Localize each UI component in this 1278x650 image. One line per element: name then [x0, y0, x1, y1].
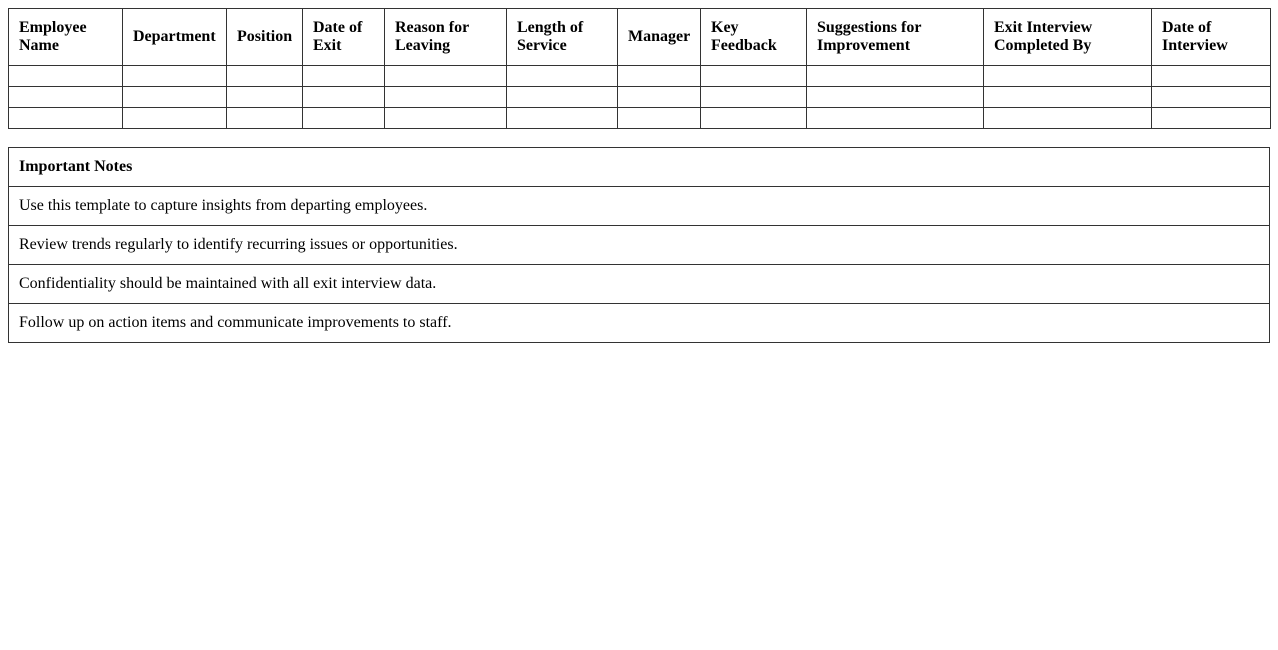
table-cell[interactable]	[618, 108, 701, 129]
table-cell[interactable]	[303, 87, 385, 108]
header-employee-name: Employee Name	[9, 9, 123, 66]
table-cell[interactable]	[701, 108, 807, 129]
header-position: Position	[227, 9, 303, 66]
table-cell[interactable]	[507, 66, 618, 87]
header-suggestions: Suggestions for Improvement	[807, 9, 984, 66]
header-completed-by: Exit Interview Completed By	[984, 9, 1152, 66]
table-cell[interactable]	[227, 87, 303, 108]
table-cell[interactable]	[227, 66, 303, 87]
table-cell[interactable]	[123, 87, 227, 108]
header-date-of-interview: Date of Interview	[1152, 9, 1271, 66]
header-reason-for-leaving: Reason for Leaving	[385, 9, 507, 66]
header-key-feedback: Key Feedback	[701, 9, 807, 66]
exit-interview-table	[8, 8, 1271, 129]
notes-title: Important Notes	[9, 148, 1270, 187]
table-cell[interactable]	[984, 87, 1152, 108]
table-cell[interactable]	[984, 108, 1152, 129]
table-cell[interactable]	[123, 108, 227, 129]
table-cell[interactable]	[303, 66, 385, 87]
table-cell[interactable]	[807, 66, 984, 87]
table-cell[interactable]	[507, 87, 618, 108]
note-row	[9, 265, 1270, 304]
table-cell[interactable]	[9, 87, 123, 108]
table-cell[interactable]	[303, 108, 385, 129]
header-department: Department	[123, 9, 227, 66]
table-row	[9, 87, 1271, 108]
table-row	[9, 66, 1271, 87]
table-cell[interactable]	[1152, 108, 1271, 129]
note-text: Confidentiality should be maintained with all exit interview data.	[9, 265, 1270, 304]
table-cell[interactable]	[1152, 66, 1271, 87]
table-cell[interactable]	[807, 87, 984, 108]
table-cell[interactable]	[618, 87, 701, 108]
table-cell[interactable]	[807, 108, 984, 129]
table-cell[interactable]	[701, 66, 807, 87]
header-date-of-exit: Date of Exit	[303, 9, 385, 66]
table-row	[9, 108, 1271, 129]
note-row	[9, 304, 1270, 343]
table-cell[interactable]	[9, 108, 123, 129]
note-text: Follow up on action items and communicate improvements to staff.	[9, 304, 1270, 343]
table-cell[interactable]	[984, 66, 1152, 87]
table-cell[interactable]	[385, 66, 507, 87]
table-cell[interactable]	[385, 87, 507, 108]
table-cell[interactable]	[385, 108, 507, 129]
note-text: Review trends regularly to identify recurring issues or opportunities.	[9, 226, 1270, 265]
header-manager: Manager	[618, 9, 701, 66]
note-row	[9, 226, 1270, 265]
note-text: Use this template to capture insights from departing employees.	[9, 187, 1270, 226]
notes-header-row	[9, 148, 1270, 187]
table-cell[interactable]	[618, 66, 701, 87]
table-cell[interactable]	[507, 108, 618, 129]
important-notes-table	[8, 147, 1270, 343]
table-cell[interactable]	[701, 87, 807, 108]
table-cell[interactable]	[1152, 87, 1271, 108]
table-cell[interactable]	[9, 66, 123, 87]
table-cell[interactable]	[227, 108, 303, 129]
note-row	[9, 187, 1270, 226]
header-row	[9, 9, 1271, 66]
header-length-of-service: Length of Service	[507, 9, 618, 66]
table-cell[interactable]	[123, 66, 227, 87]
